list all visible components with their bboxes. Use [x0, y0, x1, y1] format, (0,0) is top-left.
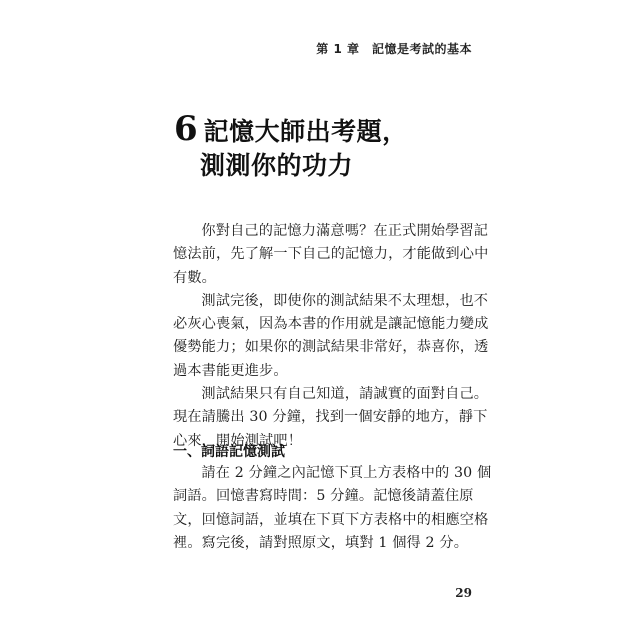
intro-text [173, 220, 493, 453]
chapter-title-row [174, 109, 494, 149]
section-body [173, 462, 493, 555]
paragraph: 你對自己的記憶力滿意嗎？在正式開始學習記憶法前，先了解一下自己的記憶力，才能做到心中有數。 [173, 223, 489, 286]
paragraph: 測試結果只有自己知道，請誠實的面對自己。現在請騰出 30 分鐘，找到一個安靜的地方，靜下心來，開始測試吧！ [173, 386, 489, 449]
chapter-number: 6 [174, 109, 198, 149]
page-number: 29 [455, 586, 472, 600]
paragraph: 請在 2 分鐘之內記憶下頁上方表格中的 30 個詞語。回憶書寫時間：5 分鐘。記憶後請蓋住原文，回憶詞語，並填在下頁下方表格中的相應空格裡。寫完後，請對照原文，填對 1 個得 2 分。 [173, 465, 492, 551]
chapter-title-line2: 測測你的功力 [200, 151, 354, 180]
chapter-title [174, 109, 494, 183]
paragraph: 測試完後，即使你的測試結果不太理想，也不必灰心喪氣，因為本書的作用就是讓記憶能力變成優勢能力；如果你的測試結果非常好，恭喜你，透過本書能更進步。 [173, 292, 489, 379]
section-heading: 一、詞語記憶測試 [173, 444, 285, 460]
running-header: 第 1 章 記憶是考試的基本 [316, 42, 472, 56]
chapter-title-line1: 記憶大師出考題， [203, 117, 408, 146]
